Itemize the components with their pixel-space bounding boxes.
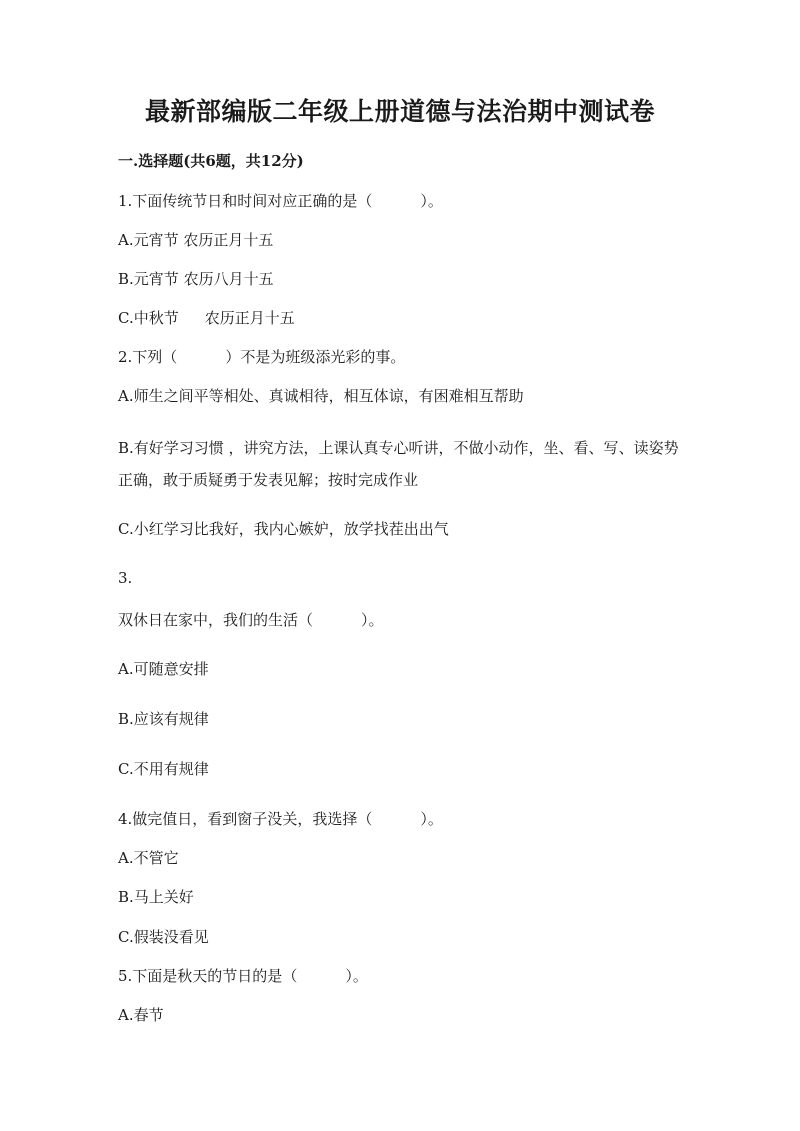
question-1-stem-after: ）。: [420, 192, 443, 210]
question-1-option-b: [118, 268, 274, 290]
question-2-option-b: B.有好学习习惯 ，讲究方法，上课认真专心听讲，不做小动作，坐、看、写、读姿势正确，敢于质疑勇于发表见解；按时完成作业: [118, 439, 679, 489]
option-label: B.元宵节: [118, 270, 179, 288]
question-5-stem: [118, 965, 368, 987]
question-2-option-a: A.师生之间平等相处、真诚相待，相互体谅，有困难相互帮助: [118, 387, 524, 405]
option-label: A.元宵节: [118, 231, 179, 249]
question-3-option-b: B.应该有规律: [118, 710, 209, 728]
option-text: 农历正月十五: [204, 309, 295, 327]
question-5-option-a: A.春节: [118, 1006, 164, 1024]
question-1-option-c: [118, 307, 295, 329]
question-2-stem-before: 2.下列（: [118, 348, 178, 366]
question-1-option-a: [118, 229, 273, 251]
section-heading: 一.选择题(共6题，共12分): [118, 152, 304, 170]
question-2-stem: [118, 346, 405, 368]
question-5-stem-after: ）。: [345, 967, 368, 985]
question-3-number: 3.: [118, 569, 133, 587]
question-5-stem-before: 5.下面是秋天的节日的是（: [118, 967, 298, 985]
question-2-option-c: C.小红学习比我好，我内心嫉妒，放学找茬出出气: [118, 520, 449, 538]
question-4-stem-before: 4.做完值日，看到窗子没关，我选择（: [118, 810, 373, 828]
option-text: 农历八月十五: [183, 270, 274, 288]
question-1-stem: [118, 190, 443, 212]
question-3-option-c: C.不用有规律: [118, 760, 209, 778]
question-3-stem-after: ）。: [361, 611, 384, 629]
question-4-option-c: C.假装没看见: [118, 928, 209, 946]
question-1-stem-before: 1.下面传统节日和时间对应正确的是（: [118, 192, 373, 210]
question-4-option-b: B.马上关好: [118, 888, 194, 906]
question-3-option-a: A.可随意安排: [118, 660, 209, 678]
question-3-stem: [118, 609, 384, 631]
page-title: 最新部编版二年级上册道德与法治期中测试卷: [144, 97, 655, 126]
question-3-stem-before: 双休日在家中，我们的生活（: [118, 611, 314, 629]
question-4-stem: [118, 808, 443, 830]
question-4-option-a: A.不管它: [118, 849, 179, 867]
question-4-stem-after: ）。: [420, 810, 443, 828]
option-label: C.中秋节: [118, 309, 179, 327]
question-2-stem-after: ）不是为班级添光彩的事。: [225, 348, 406, 366]
option-text: 农历正月十五: [183, 231, 274, 249]
